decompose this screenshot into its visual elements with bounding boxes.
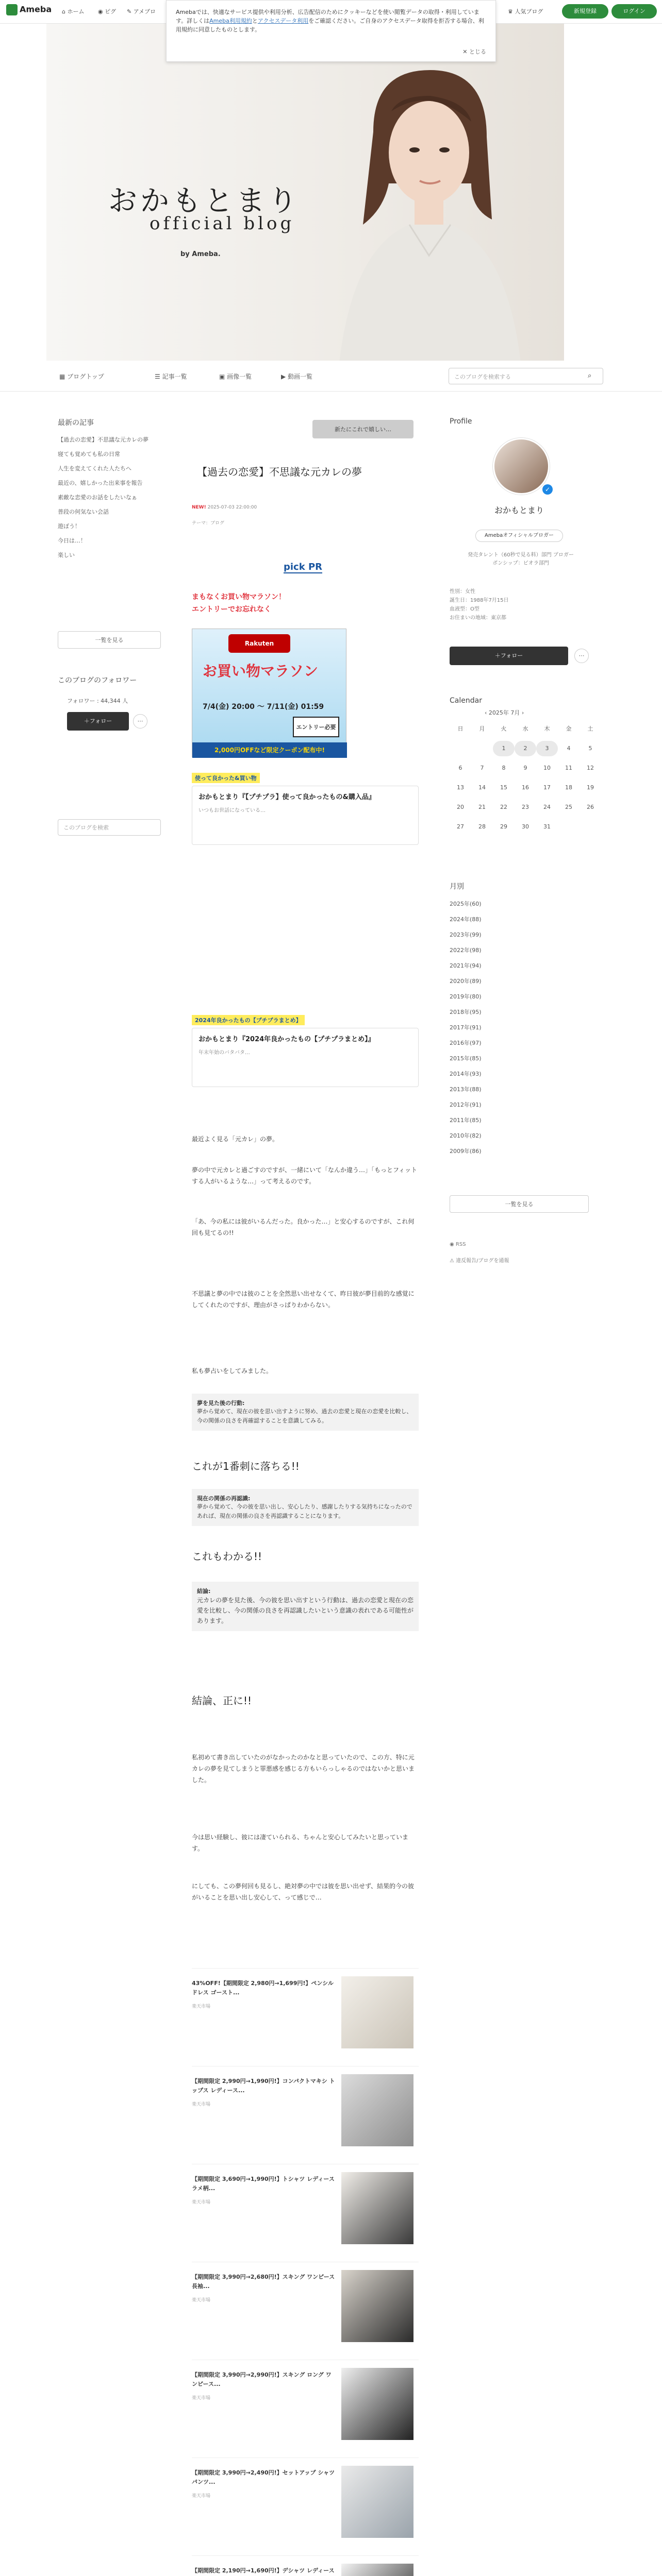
product-title: 【期間限定 2,190円→1,690円!】デシャツ レディース <box>192 2567 335 2574</box>
calendar-month-label: 2025年 7月 <box>488 709 520 716</box>
calendar-heading: Calendar <box>450 697 482 705</box>
calendar-month <box>485 708 524 717</box>
article-paragraph-8: にしても、この夢何回も見るし、絶対夢の中では彼を思い出せず、結果的今の彼がいることを思い出し安心して、って感じで… <box>192 1883 415 1901</box>
prev-month-icon[interactable]: ‹ <box>485 709 489 716</box>
archive-item[interactable]: 2010年(82) <box>450 1132 482 1139</box>
archive-item[interactable]: 2014年(93) <box>450 1071 482 1077</box>
quote-box-1-title: 夢を見た後の行動: <box>197 1400 245 1406</box>
cookie-close-button[interactable] <box>462 47 486 56</box>
archive-item[interactable]: 2016年(97) <box>450 1040 482 1046</box>
report-link[interactable] <box>450 1256 509 1264</box>
recent-article-item[interactable]: 最近の、嬉しかった出来事を報告 <box>58 480 143 486</box>
cookie-text-after: をご確認ください。ご自身のアクセスデータ取得を拒否する場合、利用規約に同意したものとします。 <box>176 18 484 33</box>
calendar-day: 14 <box>478 784 486 791</box>
by-ameba: by Ameba. <box>180 250 221 258</box>
access-data-link[interactable]: アクセスデータ利用 <box>257 18 309 24</box>
calendar-day: 12 <box>587 765 594 771</box>
calendar-day: 19 <box>587 784 594 791</box>
blog-navigation <box>0 361 662 392</box>
calendar-day[interactable]: 1 <box>493 741 515 756</box>
recent-articles-list <box>58 433 161 563</box>
profile-gender: 性別：女性 <box>450 589 475 595</box>
archive-item[interactable]: 2022年(98) <box>450 947 482 954</box>
article-paragraph-4: 不思議と夢の中では彼のことを全然思い出せなくて、昨日彼が夢目前的な感覚にしてくれたのですが、理由がさっぱりわからない。 <box>192 1290 415 1309</box>
warning-icon: ⚠ <box>450 1258 456 1264</box>
calendar-weekday: 月 <box>479 725 485 732</box>
article-heading-2: これもわかる!! <box>192 1550 262 1563</box>
banner-title: お買い物マラソン <box>203 663 319 680</box>
calendar-day: 26 <box>587 804 594 810</box>
article-date: 2025-07-03 22:00:00 <box>207 505 257 510</box>
nav-blog-top[interactable] <box>59 372 104 381</box>
nav-home[interactable] <box>62 7 84 15</box>
calendar-weekday: 金 <box>566 725 572 732</box>
recent-article-item[interactable]: 普段の何気ない会話 <box>58 509 109 515</box>
product-image <box>341 2172 413 2244</box>
archive-item[interactable]: 2009年(86) <box>450 1148 482 1155</box>
article-meta <box>192 505 257 510</box>
ellipsis-icon: ⋯ <box>137 718 143 724</box>
nav-video-list[interactable] <box>281 372 312 381</box>
product-store: 楽天市場 <box>192 2004 211 2009</box>
sidebar-search-input[interactable]: このブログを検索 <box>58 819 161 836</box>
article-title: 【過去の恋愛】不思議な元カレの夢 <box>197 466 362 478</box>
calendar-weekday: 水 <box>522 725 528 732</box>
blog-card-1-sub: いつもお世話になっている… <box>198 808 266 814</box>
product-image <box>341 2466 413 2538</box>
nav-pigg[interactable] <box>98 7 116 15</box>
archive-item[interactable]: 2017年(91) <box>450 1024 482 1031</box>
register-button[interactable]: 新規登録 <box>562 4 608 19</box>
profile-heading: Profile <box>450 417 472 426</box>
blog-card-2[interactable] <box>192 1028 419 1087</box>
nav-video-list-label: 動画一覧 <box>288 373 313 380</box>
product-title: 【期間限定 3,990円→2,990円!】スキング ロング ワンピース... <box>192 2371 332 2387</box>
promo-line-1: まもなくお買い物マラソン！ <box>192 593 286 601</box>
calendar-day: 30 <box>522 823 529 830</box>
calendar-weekday: 土 <box>587 725 593 732</box>
archive-item[interactable]: 2023年(99) <box>450 931 482 938</box>
article-paragraph-3: 「あ、今の私には彼がいるんだった。良かった…」と安心するのですが、これ何回も見てるの!! <box>192 1218 415 1236</box>
archive-item[interactable]: 2011年(85) <box>450 1117 482 1124</box>
search-icon[interactable]: ⌕ <box>588 372 592 380</box>
rakuten-logo: Rakuten <box>228 634 290 653</box>
quote-box-3-text: 元カレの夢を見た後、今の彼を思い出すという行動は、過去の恋愛と現在の恋愛を比較し、今の関係の良さを再認識したいという意識の表れである可能性があります。 <box>197 1597 414 1624</box>
nav-pigg-label: ピグ <box>105 8 117 15</box>
product-item[interactable] <box>192 2555 419 2576</box>
blog-icon: ✎ <box>127 8 134 15</box>
blog-card-1-title: おかもとまり『【プチプラ】使って良かったもの&購入品』 <box>198 793 375 801</box>
calendar-day: 18 <box>565 784 572 791</box>
promo-line-2: エントリーでお忘れなく <box>192 605 271 614</box>
nav-blog[interactable] <box>127 7 156 15</box>
quote-box-1-text: 夢から覚めて、現在の彼を思い出すように努め、過去の恋愛と現在の恋愛を比較し、今の関係の良さを再確認することを意識してみる。 <box>197 1408 412 1424</box>
product-title: 43%OFF!【期間限定 2,980円→1,699円!】ペンシル ドレス ゴースト... <box>192 1980 334 1996</box>
product-store: 楽天市場 <box>192 2396 211 2401</box>
nav-article-list[interactable] <box>155 372 187 381</box>
archive-heading: 月別 <box>450 883 464 891</box>
article-heading-3: 結論、正に!! <box>192 1694 252 1707</box>
calendar-day[interactable]: 3 <box>536 741 558 756</box>
quote-box-3 <box>192 1582 419 1631</box>
calendar-day: 21 <box>478 804 486 810</box>
nav-image-list[interactable] <box>219 372 252 381</box>
cookie-text-mid: と <box>252 18 258 24</box>
calendar-day: 17 <box>543 784 551 791</box>
more-options-button[interactable] <box>133 714 147 728</box>
archive-item[interactable]: 2015年(85) <box>450 1055 482 1062</box>
profile-region: お住まいの地域：東京都 <box>450 615 506 621</box>
recent-article-item[interactable]: 楽しい <box>58 552 75 558</box>
recent-more-button[interactable]: 一覧を見る <box>58 631 161 649</box>
calendar-day: 15 <box>500 784 507 791</box>
followers-heading: このブログのフォロワー <box>58 676 137 685</box>
report-label: 違反報告/ブログを通報 <box>456 1258 509 1264</box>
article-paragraph-1: 最近よく見る「元カレ」の夢。 <box>192 1136 279 1143</box>
recent-articles-heading: 最新の記事 <box>58 419 94 427</box>
nav-blog-label: アメブロ <box>133 8 156 15</box>
image-icon: ▣ <box>219 373 227 380</box>
official-blogger-badge[interactable]: Amebaオフィシャルブロガー <box>475 530 563 542</box>
grid-icon: ▦ <box>59 373 68 380</box>
cookie-text: Amebaでは、快適なサービス提供や利用分析、広告配信のためにクッキーなどを使い閲覧データの取得・利用しています。詳しくは <box>176 9 479 24</box>
follow-button[interactable]: ＋フォロー <box>67 712 129 731</box>
close-icon: ✕ <box>462 48 469 55</box>
calendar-day: 7 <box>480 765 484 771</box>
calendar-day: 9 <box>523 765 527 771</box>
calendar-day: 4 <box>567 745 571 752</box>
article-paragraph-7: 今は思い経験し、彼には凄ていられる、ちゃんと安心してみたいと思っています。 <box>192 1834 409 1852</box>
calendar-day: 16 <box>522 784 529 791</box>
nav-popular-blog[interactable] <box>508 7 543 15</box>
rss-link[interactable] <box>450 1242 466 1247</box>
calendar-day <box>471 741 493 756</box>
product-store: 楽天市場 <box>192 2102 211 2107</box>
terms-link[interactable]: Ameba利用規約 <box>209 18 252 24</box>
archive-item[interactable]: 2019年(80) <box>450 993 482 1000</box>
recent-article-item[interactable]: 今日は…！ <box>58 537 86 544</box>
archive-more-button[interactable]: 一覧を見る <box>450 1195 589 1213</box>
follower-count: フォロワー : 44,344 人 <box>67 698 128 704</box>
home-icon: ⌂ <box>62 8 68 15</box>
profile-avatar[interactable] <box>493 438 550 495</box>
archive-item[interactable]: 2024年(88) <box>450 916 482 923</box>
product-title: 【期間限定 3,990円→2,680円!】スキング ワンピース 長袖... <box>192 2274 335 2290</box>
archive-list <box>450 896 589 1159</box>
calendar-day[interactable]: 2 <box>515 741 536 756</box>
calendar-day: 24 <box>543 804 551 810</box>
recent-article-item[interactable]: 寝ても覚めても私の日常 <box>58 451 120 457</box>
profile-blood-type: 血液型：O型 <box>450 606 479 612</box>
link-label-1: 使って良かった&買い物 <box>192 773 260 783</box>
article-paragraph-5: 私も夢占いをしてみました。 <box>192 1367 273 1375</box>
calendar-day: 31 <box>543 823 551 830</box>
archive-item[interactable]: 2020年(89) <box>450 978 482 985</box>
recent-article-item[interactable]: 素敵な恋愛のお話をしたいなぁ <box>58 494 137 501</box>
calendar-day <box>450 741 471 756</box>
calendar-day: 5 <box>588 745 592 752</box>
rss-icon: ◉ <box>450 1242 456 1247</box>
product-store: 楽天市場 <box>192 2494 211 2499</box>
calendar-day: 10 <box>543 765 551 771</box>
new-badge: NEW! <box>192 505 206 510</box>
product-item[interactable] <box>192 2066 419 2164</box>
blog-card-2-sub: 年末年始のバタバタ… <box>198 1050 250 1056</box>
login-button[interactable]: ログイン <box>611 4 657 19</box>
video-icon: ▶ <box>281 373 288 380</box>
archive-item[interactable]: 2012年(91) <box>450 1101 482 1108</box>
product-image <box>341 2368 413 2440</box>
product-store: 楽天市場 <box>192 2298 211 2303</box>
product-store: 楽天市場 <box>192 2200 211 2205</box>
archive-item[interactable]: 2021年(94) <box>450 962 482 969</box>
profile-info <box>450 587 509 622</box>
nav-article-list-label: 記事一覧 <box>162 373 187 380</box>
calendar-day: 28 <box>478 823 486 830</box>
calendar-day: 6 <box>458 765 462 771</box>
pick-pr-label: pick PR <box>284 562 323 572</box>
nav-blog-top-label: ブログトップ <box>67 373 104 380</box>
calendar-day: 29 <box>500 823 507 830</box>
product-image <box>341 2564 413 2576</box>
blog-hero-banner <box>46 24 564 361</box>
ameba-logo[interactable] <box>6 4 52 15</box>
crown-icon: ♛ <box>508 8 515 15</box>
cookie-consent-banner <box>166 0 496 62</box>
blog-subtitle: official blog <box>150 213 295 234</box>
archive-item[interactable]: 2018年(95) <box>450 1009 482 1015</box>
calendar-day <box>558 819 580 835</box>
product-item[interactable] <box>192 2262 419 2360</box>
calendar-day: 13 <box>457 784 464 791</box>
rss-label: RSS <box>455 1242 466 1247</box>
product-title: 【期間限定 2,990円→1,990円!】コンパクトマキシ トップス レディース... <box>192 2078 335 2094</box>
blog-title: おかもとまり <box>108 184 300 218</box>
rakuten-marathon-banner[interactable] <box>192 629 346 757</box>
recent-article-item[interactable]: 遊ぼう！ <box>58 523 80 530</box>
link-label-2: 2024年良かったもの【プチプラまとめ】 <box>192 1015 305 1025</box>
recent-article-item[interactable]: 【過去の恋愛】不思議な元カレの夢 <box>58 436 148 443</box>
recent-article-item[interactable]: 人生を変えてくれた人たちへ <box>58 465 131 472</box>
calendar-day: 11 <box>565 765 572 771</box>
article-theme[interactable]: テーマ：ブログ <box>192 521 225 526</box>
calendar-day <box>580 819 601 835</box>
product-image <box>341 2074 413 2146</box>
product-image <box>341 1976 413 2048</box>
profile-birthday: 誕生日：1988年7月15日 <box>450 598 509 603</box>
prev-article-button[interactable]: 新たにこれで嬉しい… <box>312 420 413 438</box>
calendar-weekday: 火 <box>501 725 507 732</box>
calendar-day: 25 <box>565 804 572 810</box>
calendar-day: 23 <box>522 804 529 810</box>
calendar-weekday: 日 <box>457 725 464 732</box>
product-item[interactable] <box>192 2458 419 2555</box>
product-title: 【期間限定 3,990円→2,490円!】セットアップ シャツ パンツ... <box>192 2469 335 2485</box>
calendar-day: 20 <box>457 804 464 810</box>
calendar-day: 8 <box>502 765 506 771</box>
article-paragraph-6: 私初めて書き出していたのがなかったのかなと思っていたので、この方、特に元カレの夢を見てしまうと罪悪感を感じる方もいらっしゃるのではないかと思いました。 <box>192 1754 415 1784</box>
blog-card-1[interactable] <box>192 786 419 845</box>
archive-item[interactable]: 2013年(88) <box>450 1086 482 1093</box>
verified-icon: ✓ <box>542 484 553 495</box>
calendar-grid <box>450 721 604 835</box>
quote-box-3-title: 結論: <box>197 1588 211 1595</box>
calendar-day: 27 <box>457 823 464 830</box>
article-paragraph-2: 夢の中で元カレと過ごすのですが、一緒にいて「なんか違う…」「もっとフィットする人がいるような…」って考えるのです。 <box>192 1166 418 1185</box>
profile-follow-button[interactable]: ＋フォロー <box>450 647 568 665</box>
product-title: 【期間限定 3,690円→1,990円!】トシャツ レディース ラメ柄... <box>192 2176 335 2192</box>
quote-box-2-title: 現在の関係の再認識: <box>197 1495 251 1502</box>
nav-popular-label: 人気ブログ <box>515 8 543 15</box>
ameba-logo-icon <box>6 4 18 15</box>
banner-dates: 7/4(金) 20:00 〜 7/11(金) 01:59 <box>203 703 324 711</box>
pigg-icon: ◉ <box>98 8 105 15</box>
next-month-icon[interactable]: › <box>520 709 524 716</box>
quote-box-1 <box>192 1394 419 1431</box>
product-item[interactable] <box>192 2164 419 2262</box>
profile-name[interactable]: おかもとまり <box>494 505 544 515</box>
calendar-day: 22 <box>500 804 507 810</box>
calendar-weekday: 木 <box>544 725 550 732</box>
list-icon: ☰ <box>155 373 162 380</box>
product-item[interactable] <box>192 2360 419 2458</box>
blogger-portrait-image <box>317 55 533 361</box>
blog-search-input[interactable]: このブログを検索する <box>449 368 603 384</box>
cookie-close-label: とじる <box>469 48 486 55</box>
entry-badge: エントリー必要 <box>293 717 339 737</box>
nav-image-list-label: 画像一覧 <box>227 373 252 380</box>
profile-more-button[interactable] <box>574 649 589 663</box>
profile-description: 発売タレント（60秒で見る料）部門 ブロガーポンシップ：ビオラ部門 <box>468 552 574 566</box>
quote-box-2-text: 夢から覚めて、今の彼を思い出し、安心したり、感謝したりする気持ちになったのであれば、現在の関係の良さを再認識することになります。 <box>197 1503 412 1519</box>
logo-text: Ameba <box>20 4 52 14</box>
blog-card-2-title: おかもとまり『2024年良かったもの【プチプラまとめ】』 <box>198 1036 375 1043</box>
archive-item[interactable]: 2025年(60) <box>450 901 482 907</box>
product-item[interactable] <box>192 1968 419 2066</box>
article-heading-1: これが1番刺に落ちる!! <box>192 1460 300 1472</box>
quote-box-2 <box>192 1489 419 1526</box>
product-image <box>341 2270 413 2342</box>
ellipsis-icon: ⋯ <box>578 652 585 659</box>
nav-home-label: ホーム <box>67 8 85 15</box>
banner-coupon-text: 2,000円OFFなど限定クーポン配布中! <box>192 742 347 758</box>
